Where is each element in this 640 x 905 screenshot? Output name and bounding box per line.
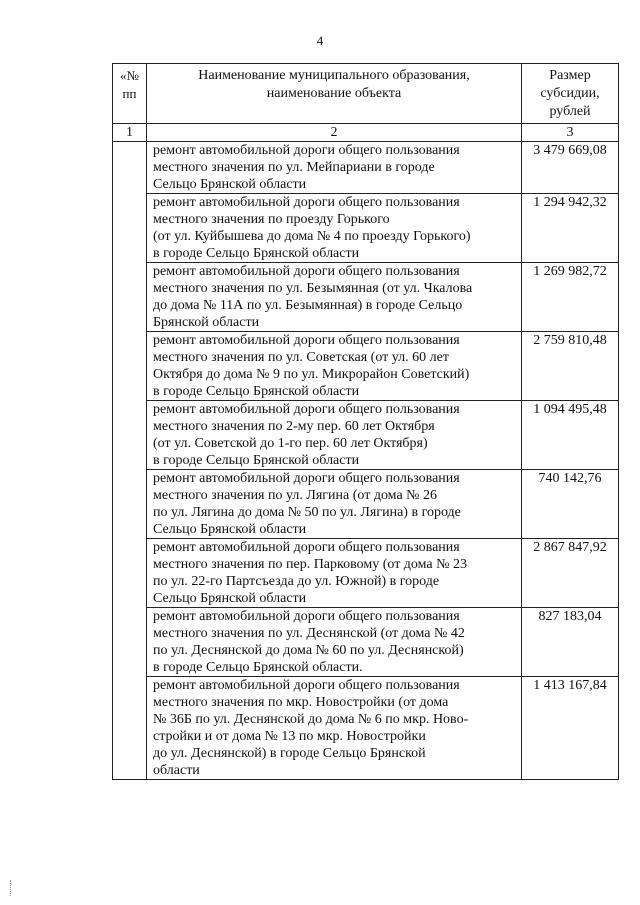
- object-description: [147, 401, 522, 470]
- subsidy-amount: 1 094 495,48: [522, 401, 619, 470]
- description-line: (от ул. Советской до 1-го пер. 60 лет Октября): [153, 436, 428, 451]
- object-description: [147, 142, 522, 194]
- description-line: местного значения по ул. Советская (от ул. 60 лет: [153, 350, 449, 365]
- row-number-cell: [113, 142, 147, 780]
- description-line: ремонт автомобильной дороги общего пользования: [153, 143, 460, 158]
- description-line: ремонт автомобильной дороги общего пользования: [153, 195, 460, 210]
- header-name: Наименование муниципального образования, наименование объекта: [147, 64, 522, 124]
- table-row: [113, 142, 619, 194]
- description-line: ремонт автомобильной дороги общего пользования: [153, 333, 460, 348]
- description-line: ремонт автомобильной дороги общего пользования: [153, 402, 460, 417]
- object-description: [147, 332, 522, 401]
- description-line: Сельцо Брянской области: [153, 177, 307, 192]
- subsidy-amount: 3 479 669,08: [522, 142, 619, 194]
- subsidy-amount: 827 183,04: [522, 608, 619, 677]
- description-line: по ул. Деснянской до дома № 60 по ул. Деснянской): [153, 643, 464, 658]
- description-line: Сельцо Брянской области: [153, 591, 307, 606]
- description-line: местного значения по ул. Лягина (от дома № 26: [153, 488, 438, 503]
- column-number-3: 3: [522, 124, 619, 142]
- description-line: местного значения по пер. Парковому (от дома № 23: [153, 557, 468, 572]
- table-row: [113, 677, 619, 780]
- description-line: (от ул. Куйбышева до дома № 4 по проезду Горького): [153, 229, 471, 244]
- description-line: местного значения по ул. Деснянской (от дома № 42: [153, 626, 465, 641]
- subsidy-amount: 1 269 982,72: [522, 263, 619, 332]
- header-number: «№ пп: [113, 64, 147, 124]
- object-description: [147, 608, 522, 677]
- column-number-1: 1: [113, 124, 147, 142]
- description-line: стройки и от дома № 13 по мкр. Новостройки: [153, 729, 426, 744]
- table-row: [113, 263, 619, 332]
- description-line: области: [153, 763, 200, 778]
- table-row: [113, 194, 619, 263]
- description-line: Брянской области: [153, 315, 260, 330]
- description-line: ремонт автомобильной дороги общего пользования: [153, 540, 460, 555]
- description-line: Сельцо Брянской области: [153, 522, 307, 537]
- description-line: до ул. Деснянской) в городе Сельцо Брянской: [153, 746, 426, 761]
- subsidy-amount: 740 142,76: [522, 470, 619, 539]
- subsidy-amount: 1 413 167,84: [522, 677, 619, 780]
- column-number-row: [113, 124, 619, 142]
- header-amount: Размер субсидии, рублей: [522, 64, 619, 124]
- object-description: [147, 677, 522, 780]
- object-description: [147, 539, 522, 608]
- table-row: [113, 401, 619, 470]
- description-line: по ул. 22-го Партсъезда до ул. Южной) в городе: [153, 574, 440, 589]
- description-line: местного значения по проезду Горького: [153, 212, 390, 227]
- page-number: 4: [316, 33, 324, 48]
- subsidy-amount: 2 867 847,92: [522, 539, 619, 608]
- table-row: [113, 332, 619, 401]
- table-header-row: [113, 64, 619, 124]
- description-line: № 36Б по ул. Деснянской до дома № 6 по мкр. Ново-: [153, 712, 469, 727]
- description-line: местного значения по ул. Безымянная (от ул. Чкалова: [153, 281, 473, 296]
- table-row: [113, 608, 619, 677]
- description-line: ремонт автомобильной дороги общего пользования: [153, 678, 460, 693]
- table-row: [113, 470, 619, 539]
- object-description: [147, 470, 522, 539]
- margin-mark: [10, 880, 12, 896]
- column-number-2: 2: [147, 124, 522, 142]
- description-line: ремонт автомобильной дороги общего пользования: [153, 264, 460, 279]
- description-line: местного значения по ул. Мейпариани в городе: [153, 160, 435, 175]
- object-description: [147, 263, 522, 332]
- description-line: местного значения по 2-му пер. 60 лет Октября: [153, 419, 435, 434]
- description-line: местного значения по мкр. Новостройки (от дома: [153, 695, 449, 710]
- description-line: по ул. Лягина до дома № 50 по ул. Лягина) в городе: [153, 505, 461, 520]
- subsidy-table: [112, 63, 619, 780]
- description-line: в городе Сельцо Брянской области: [153, 453, 360, 468]
- description-line: Октября до дома № 9 по ул. Микрорайон Советский): [153, 367, 470, 382]
- description-line: в городе Сельцо Брянской области: [153, 246, 360, 261]
- description-line: в городе Сельцо Брянской области.: [153, 660, 363, 675]
- table-body: [113, 142, 619, 780]
- subsidy-amount: 2 759 810,48: [522, 332, 619, 401]
- description-line: до дома № 11А по ул. Безымянная) в городе Сельцо: [153, 298, 463, 313]
- object-description: [147, 194, 522, 263]
- subsidy-amount: 1 294 942,32: [522, 194, 619, 263]
- description-line: ремонт автомобильной дороги общего пользования: [153, 609, 460, 624]
- description-line: в городе Сельцо Брянской области: [153, 384, 360, 399]
- description-line: ремонт автомобильной дороги общего пользования: [153, 471, 460, 486]
- table-row: [113, 539, 619, 608]
